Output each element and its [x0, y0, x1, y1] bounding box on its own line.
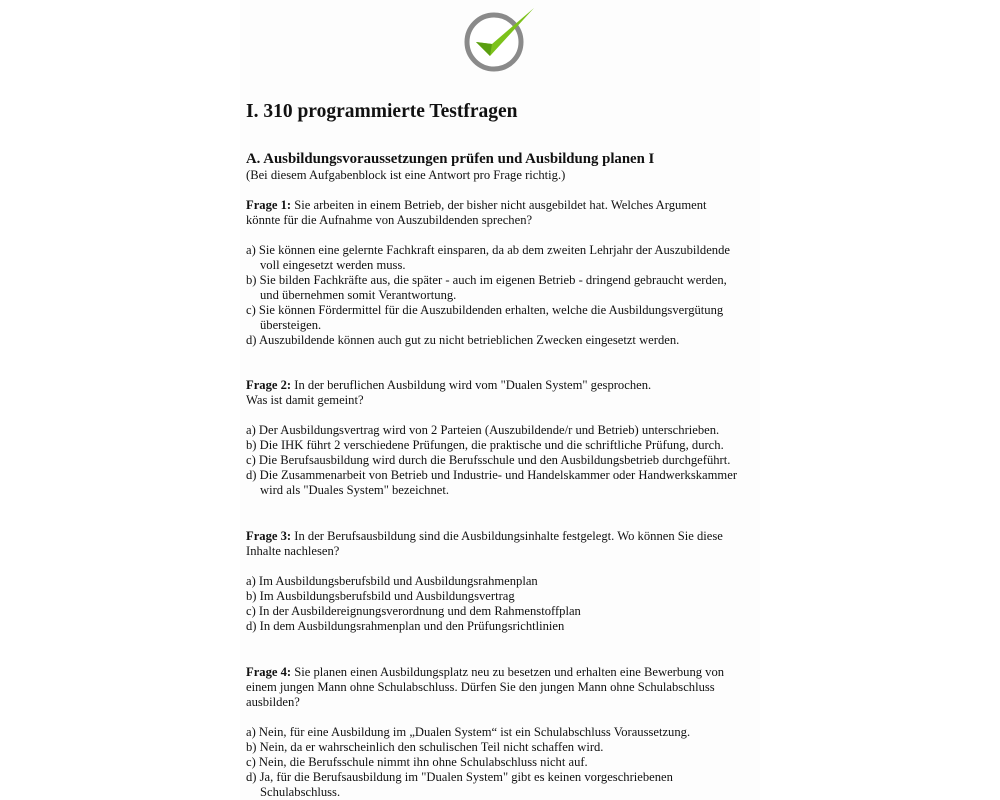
- answer-option-d: d) In dem Ausbildungsrahmenplan und den Prüfungsrichtlinien: [246, 619, 565, 633]
- answer-list: [246, 243, 761, 348]
- answer-option-c: c) Die Berufsausbildung wird durch die Berufsschule und den Ausbildungsbetrieb durchgeführt.: [246, 453, 731, 467]
- answer-option-b: b) Sie bilden Fachkräfte aus, die später - auch im eigenen Betrieb - dringend gebraucht werden, und übernehmen somit Verantwortung.: [246, 273, 727, 302]
- question-text: Frage 2: In der beruflichen Ausbildung wird vom "Dualen System" gesprochen. Was ist damit gemeint?: [246, 378, 652, 407]
- question-1: [246, 198, 761, 348]
- answer-option-b: b) Im Ausbildungsberufsbild und Ausbildungsvertrag: [246, 589, 515, 603]
- document-title: I. 310 programmierte Testfragen: [246, 101, 518, 122]
- answer-option-d: d) Ja, für die Berufsausbildung im "Dualen System" gibt es keinen vorgeschriebenen Schulabschluss.: [246, 770, 673, 799]
- question-2: [246, 378, 761, 498]
- question-label: Frage 3:: [246, 529, 292, 543]
- answer-option-c: c) Sie können Fördermittel für die Auszubildenden erhalten, welche die Ausbildungsvergütung übersteigen.: [246, 303, 724, 332]
- answer-list: [246, 574, 761, 634]
- answer-list: [246, 725, 761, 800]
- answer-option-a: a) Im Ausbildungsberufsbild und Ausbildungsrahmenplan: [246, 574, 538, 588]
- question-3: [246, 529, 761, 634]
- answer-option-a: a) Sie können eine gelernte Fachkraft einsparen, da ab dem zweiten Lehrjahr der Auszubildende voll eingesetzt werden muss.: [246, 243, 730, 272]
- answer-option-c: c) In der Ausbildereignungsverordnung und dem Rahmenstoffplan: [246, 604, 581, 618]
- checkmark-circle-icon: [462, 4, 540, 74]
- answer-option-c: c) Nein, die Berufsschule nimmt ihn ohne Schulabschluss nicht auf.: [246, 755, 588, 769]
- question-label: Frage 2:: [246, 378, 292, 392]
- answer-option-b: b) Die IHK führt 2 verschiedene Prüfungen, die praktische und die schriftliche Prüfung, durch.: [246, 438, 724, 452]
- answer-list: [246, 423, 761, 498]
- question-text: Frage 1: Sie arbeiten in einem Betrieb, der bisher nicht ausgebildet hat. Welches Argument könnte für die Aufnahme von Auszubildenden sprechen?: [246, 198, 707, 227]
- section-note: (Bei diesem Aufgabenblock ist eine Antwort pro Frage richtig.): [246, 168, 566, 182]
- answer-option-d: d) Die Zusammenarbeit von Betrieb und Industrie- und Handelskammer oder Handwerkskammer wird als "Duales System" bezeichnet.: [246, 468, 738, 497]
- answer-option-d: d) Auszubildende können auch gut zu nicht betrieblichen Zwecken eingesetzt werden.: [246, 333, 680, 347]
- answer-option-b: b) Nein, da er wahrscheinlich den schulischen Teil nicht schaffen wird.: [246, 740, 604, 754]
- question-text: Frage 4: Sie planen einen Ausbildungsplatz neu zu besetzen und erhalten eine Bewerbung von einem jungen Mann ohne Schulabschluss. Dürfen Sie den jungen Mann ohne Schulabschluss ausbilden?: [246, 665, 725, 709]
- section-title: A. Ausbildungsvoraussetzungen prüfen und Ausbildung planen I: [246, 151, 655, 167]
- answer-option-a: a) Der Ausbildungsvertrag wird von 2 Parteien (Auszubildende/r und Betrieb) unterschrieben.: [246, 423, 720, 437]
- question-4: [246, 665, 761, 800]
- question-label: Frage 4:: [246, 665, 292, 679]
- answer-option-a: a) Nein, für eine Ausbildung im „Dualen System“ ist ein Schulabschluss Voraussetzung.: [246, 725, 691, 739]
- question-label: Frage 1:: [246, 198, 292, 212]
- question-text: Frage 3: In der Berufsausbildung sind die Ausbildungsinhalte festgelegt. Wo können Sie diese Inhalte nachlesen?: [246, 529, 723, 558]
